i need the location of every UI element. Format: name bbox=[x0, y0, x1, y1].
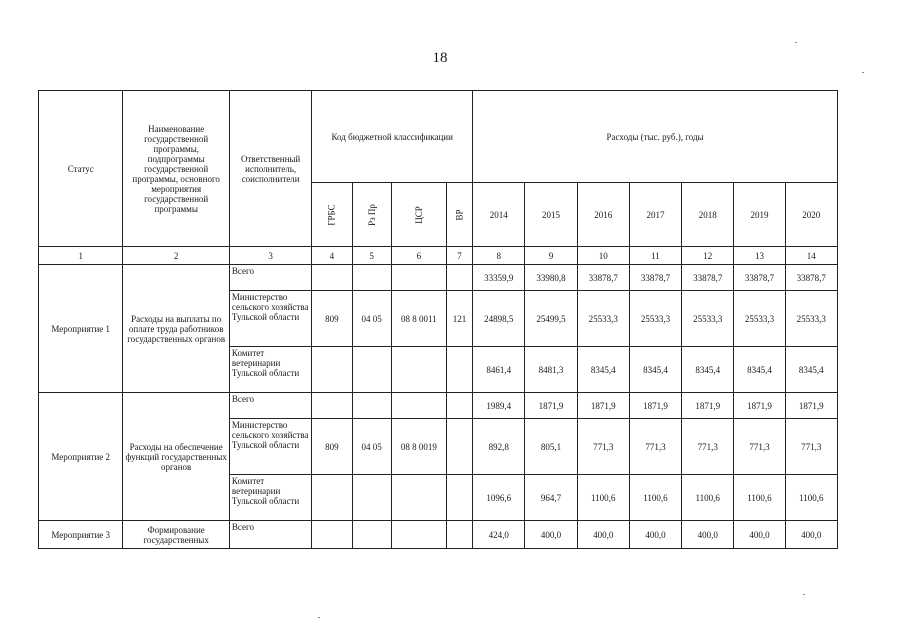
responsible-executor: Всего bbox=[229, 393, 311, 419]
activity-status: Мероприятие 2 bbox=[39, 393, 123, 521]
column-number: 1 bbox=[39, 247, 123, 265]
code-grbs bbox=[312, 347, 352, 393]
expense-value: 24898,5 bbox=[473, 291, 525, 347]
expense-value: 25499,5 bbox=[525, 291, 577, 347]
expense-value: 33878,7 bbox=[629, 265, 681, 291]
column-number: 4 bbox=[312, 247, 352, 265]
expense-value: 1871,9 bbox=[577, 393, 629, 419]
expense-value: 1871,9 bbox=[785, 393, 837, 419]
code-rzpr: 04 05 bbox=[352, 291, 391, 347]
code-vr bbox=[446, 393, 472, 419]
expense-value: 1871,9 bbox=[629, 393, 681, 419]
expense-value: 8345,4 bbox=[785, 347, 837, 393]
code-csr bbox=[391, 265, 446, 291]
expense-value: 424,0 bbox=[473, 521, 525, 549]
column-number-row bbox=[39, 247, 838, 265]
expense-value: 771,3 bbox=[734, 419, 785, 475]
expense-value: 25533,3 bbox=[629, 291, 681, 347]
header-year: 2015 bbox=[525, 183, 577, 247]
expense-value: 33878,7 bbox=[734, 265, 785, 291]
code-grbs bbox=[312, 265, 352, 291]
column-number: 14 bbox=[785, 247, 837, 265]
code-grbs bbox=[312, 521, 352, 549]
header-expenses: Расходы (тыс. руб.), годы bbox=[473, 91, 838, 183]
table-row bbox=[39, 393, 838, 419]
expense-value: 771,3 bbox=[629, 419, 681, 475]
column-number: 5 bbox=[352, 247, 391, 265]
column-number: 6 bbox=[391, 247, 446, 265]
expense-value: 400,0 bbox=[785, 521, 837, 549]
expense-value: 1096,6 bbox=[473, 475, 525, 521]
header-rzpr: Рз Пр bbox=[352, 183, 391, 247]
activity-status: Мероприятие 3 bbox=[39, 521, 123, 549]
expense-value: 33359,9 bbox=[473, 265, 525, 291]
code-grbs bbox=[312, 475, 352, 521]
expense-value: 8345,4 bbox=[682, 347, 734, 393]
code-csr bbox=[391, 475, 446, 521]
expense-value: 1871,9 bbox=[525, 393, 577, 419]
column-number: 7 bbox=[446, 247, 472, 265]
expense-value: 805,1 bbox=[525, 419, 577, 475]
header-year: 2017 bbox=[629, 183, 681, 247]
header-budget-code: Код бюджетной классификации bbox=[312, 91, 473, 183]
expense-value: 8481,3 bbox=[525, 347, 577, 393]
code-csr: 08 8 0011 bbox=[391, 291, 446, 347]
expense-value: 25533,3 bbox=[785, 291, 837, 347]
expense-value: 33878,7 bbox=[785, 265, 837, 291]
budget-table bbox=[38, 90, 838, 549]
code-rzpr bbox=[352, 347, 391, 393]
header-responsible: Ответственный исполнитель, соисполнители bbox=[229, 91, 311, 247]
expense-value: 1989,4 bbox=[473, 393, 525, 419]
code-vr: 121 bbox=[446, 291, 472, 347]
expense-value: 1100,6 bbox=[629, 475, 681, 521]
code-rzpr bbox=[352, 475, 391, 521]
column-number: 2 bbox=[123, 247, 230, 265]
header-year: 2014 bbox=[473, 183, 525, 247]
expense-value: 8345,4 bbox=[629, 347, 681, 393]
header-year: 2016 bbox=[577, 183, 629, 247]
scan-speck bbox=[803, 594, 805, 595]
expense-value: 771,3 bbox=[577, 419, 629, 475]
activity-name: Расходы на выплаты по оплате труда работников государственных органов bbox=[123, 265, 230, 393]
column-number: 11 bbox=[629, 247, 681, 265]
expense-value: 771,3 bbox=[682, 419, 734, 475]
table-row bbox=[39, 265, 838, 291]
responsible-executor: Комитет ветеринарии Тульской области bbox=[229, 475, 311, 521]
expense-value: 25533,3 bbox=[682, 291, 734, 347]
expense-value: 33980,8 bbox=[525, 265, 577, 291]
expense-value: 25533,3 bbox=[577, 291, 629, 347]
code-vr bbox=[446, 419, 472, 475]
header-year: 2020 bbox=[785, 183, 837, 247]
responsible-executor: Всего bbox=[229, 265, 311, 291]
code-rzpr: 04 05 bbox=[352, 419, 391, 475]
responsible-executor: Комитет ветеринарии Тульской области bbox=[229, 347, 311, 393]
expense-value: 8461,4 bbox=[473, 347, 525, 393]
column-number: 8 bbox=[473, 247, 525, 265]
expense-value: 892,8 bbox=[473, 419, 525, 475]
header-vr: ВР bbox=[446, 183, 472, 247]
code-rzpr bbox=[352, 265, 391, 291]
column-number: 9 bbox=[525, 247, 577, 265]
code-csr bbox=[391, 521, 446, 549]
expense-value: 1871,9 bbox=[734, 393, 785, 419]
code-csr bbox=[391, 347, 446, 393]
code-rzpr bbox=[352, 393, 391, 419]
table-row bbox=[39, 521, 838, 549]
header-csr: ЦСР bbox=[391, 183, 446, 247]
expense-value: 8345,4 bbox=[577, 347, 629, 393]
expense-value: 771,3 bbox=[785, 419, 837, 475]
expense-value: 33878,7 bbox=[682, 265, 734, 291]
column-number: 3 bbox=[229, 247, 311, 265]
expense-value: 400,0 bbox=[629, 521, 681, 549]
scan-speck bbox=[795, 42, 797, 43]
column-number: 13 bbox=[734, 247, 785, 265]
page-number: 18 bbox=[432, 50, 448, 66]
activity-status: Мероприятие 1 bbox=[39, 265, 123, 393]
expense-value: 1100,6 bbox=[577, 475, 629, 521]
expense-value: 1100,6 bbox=[785, 475, 837, 521]
responsible-executor: Министерство сельского хозяйства Тульской области bbox=[229, 419, 311, 475]
code-grbs bbox=[312, 393, 352, 419]
scan-speck bbox=[862, 72, 864, 73]
code-csr: 08 8 0019 bbox=[391, 419, 446, 475]
activity-name: Расходы на обеспечение функций государственных органов bbox=[123, 393, 230, 521]
expense-value: 964,7 bbox=[525, 475, 577, 521]
code-csr bbox=[391, 393, 446, 419]
header-name: Наименование государственной программы, подпрограммы государственной программы, основного мероприятия государственной программы bbox=[123, 91, 230, 247]
responsible-executor: Министерство сельского хозяйства Тульской области bbox=[229, 291, 311, 347]
code-grbs: 809 bbox=[312, 419, 352, 475]
header-year: 2019 bbox=[734, 183, 785, 247]
expense-value: 1871,9 bbox=[682, 393, 734, 419]
code-vr bbox=[446, 475, 472, 521]
code-rzpr bbox=[352, 521, 391, 549]
activity-name: Формирование государственных bbox=[123, 521, 230, 549]
expense-value: 400,0 bbox=[734, 521, 785, 549]
expense-value: 1100,6 bbox=[734, 475, 785, 521]
header-year: 2018 bbox=[682, 183, 734, 247]
expense-value: 8345,4 bbox=[734, 347, 785, 393]
column-number: 10 bbox=[577, 247, 629, 265]
expense-value: 25533,3 bbox=[734, 291, 785, 347]
scan-speck bbox=[318, 617, 320, 618]
expense-value: 33878,7 bbox=[577, 265, 629, 291]
expense-value: 400,0 bbox=[682, 521, 734, 549]
column-number: 12 bbox=[682, 247, 734, 265]
header-status: Статус bbox=[39, 91, 123, 247]
code-grbs: 809 bbox=[312, 291, 352, 347]
code-vr bbox=[446, 265, 472, 291]
code-vr bbox=[446, 521, 472, 549]
expense-value: 400,0 bbox=[577, 521, 629, 549]
header-grbs: ГРБС bbox=[312, 183, 352, 247]
expense-value: 1100,6 bbox=[682, 475, 734, 521]
expense-value: 400,0 bbox=[525, 521, 577, 549]
responsible-executor: Всего bbox=[229, 521, 311, 549]
code-vr bbox=[446, 347, 472, 393]
